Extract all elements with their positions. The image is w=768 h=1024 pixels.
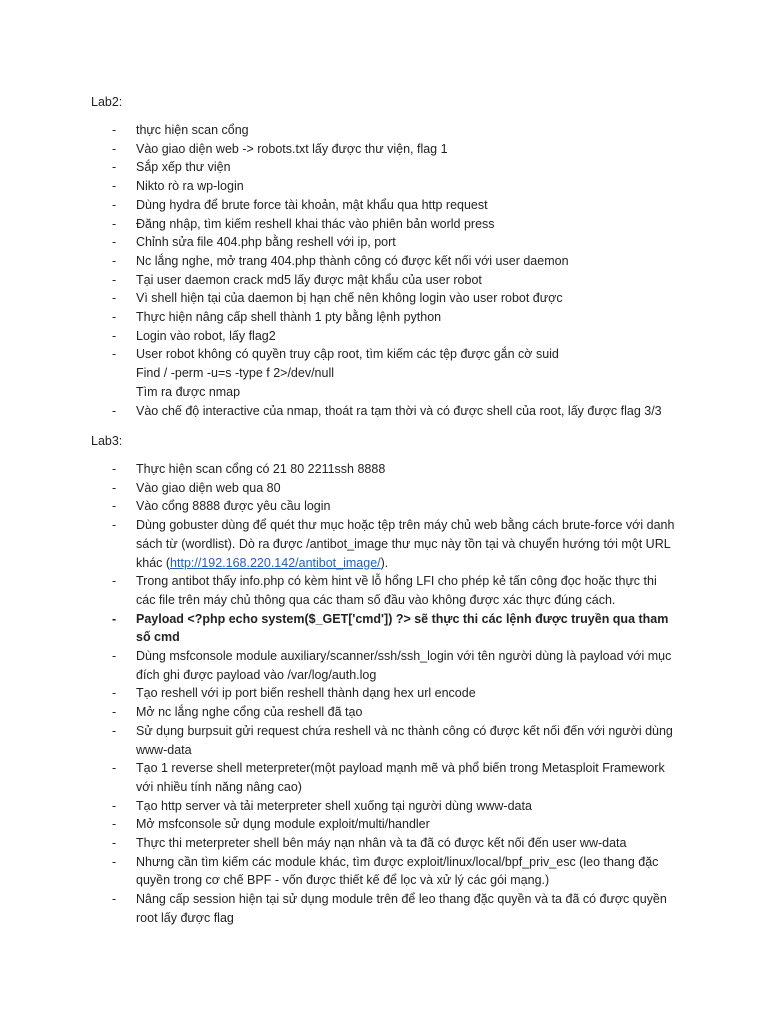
lab3-step (0, 890, 768, 927)
lab3-step (0, 815, 768, 834)
bullet-dash: - (112, 160, 117, 175)
lab3-step-text: Vào cổng 8888 được yêu cầu login (136, 499, 331, 514)
bullet-dash: - (112, 291, 117, 306)
link-suffix-text: ). (380, 555, 389, 570)
lab3-step (0, 722, 768, 759)
bullet-dash: - (112, 611, 117, 626)
lab3-step (0, 834, 768, 853)
antibot-image-link[interactable]: http://192.168.220.142/antibot_image/ (170, 555, 381, 570)
lab2-step-text: Đăng nhập, tìm kiếm reshell khai thác vào phiên bản world press (136, 216, 495, 231)
lab3-step-text: Sử dụng burpsuit gửi request chứa reshell và nc thành công có được kết nối đến với người dùng www-data (136, 723, 673, 757)
lab2-step-text: Tại user daemon crack md5 lấy được mật khẩu của user robot (136, 272, 482, 287)
lab2-step (0, 121, 768, 140)
lab2-step-text: Nc lắng nghe, mở trang 404.php thành công có được kết nối với user daemon (136, 253, 569, 268)
lab3-step (0, 703, 768, 722)
lab3-step-text: Dùng msfconsole module auxiliary/scanner/ssh/ssh_login với tên người dùng là payload với mục đích ghi được payload vào /var/log/auth.log (136, 649, 672, 682)
lab3-step (0, 684, 768, 703)
lab3-step-payload (0, 610, 768, 647)
find-command-text: Find / -perm -u=s -type f 2>/dev/null (136, 366, 335, 381)
lab2-step-text: Vì shell hiện tại của daemon bị hạn chế nên không login vào user robot được (136, 291, 563, 306)
lab2-step-continuation (0, 364, 768, 383)
bullet-dash: - (112, 310, 117, 325)
bullet-dash: - (112, 854, 117, 869)
lab3-step-text: Vào giao diện web qua 80 (136, 480, 281, 495)
lab3-step-text: Mở msfconsole sử dụng module exploit/multi/handler (136, 817, 430, 832)
lab2-step (0, 140, 768, 159)
bullet-dash: - (112, 197, 117, 212)
lab2-step-text: Nikto rò ra wp-login (136, 179, 244, 194)
lab2-step-text: Vào chế độ interactive của nmap, thoát ra tạm thời và có được shell của root, lấy được flag 3/3 (136, 403, 662, 418)
bullet-dash: - (112, 179, 117, 194)
lab3-step (0, 460, 768, 479)
lab2-step-text: User robot không có quyền truy cập root, tìm kiếm các tệp được gắn cờ suid (136, 347, 559, 362)
bullet-dash: - (112, 892, 117, 907)
bullet-dash: - (112, 817, 117, 832)
lab3-step (0, 572, 768, 609)
lab3-step-list (0, 460, 768, 928)
bullet-dash: - (112, 123, 117, 137)
lab3-step (0, 759, 768, 796)
bullet-dash: - (112, 235, 117, 250)
lab3-step-text: Nâng cấp session hiện tại sử dụng module trên để leo thang đặc quyền và ta đã có được quyền root lấy được flag (136, 892, 667, 925)
bullet-dash: - (112, 499, 117, 514)
bullet-dash: - (112, 347, 117, 362)
lab2-step-text: Login vào robot, lấy flag2 (136, 328, 276, 343)
lab2-step-text: thực hiện scan cổng (136, 123, 249, 137)
bullet-dash: - (112, 761, 117, 776)
lab2-step (0, 196, 768, 215)
lab3-step (0, 647, 768, 684)
lab2-step-text: Vào giao diện web -> robots.txt lấy được thư viện, flag 1 (136, 141, 448, 156)
lab2-step (0, 233, 768, 252)
lab2-step-list (0, 121, 768, 420)
lab2-step (0, 177, 768, 196)
bullet-dash: - (112, 480, 117, 495)
lab3-step (0, 479, 768, 498)
lab3-step (0, 853, 768, 890)
bullet-dash: - (112, 798, 117, 813)
bullet-dash: - (112, 649, 117, 664)
bullet-dash: - (112, 253, 117, 268)
lab3-step (0, 797, 768, 816)
lab2-step-continuation (0, 383, 768, 402)
bullet-dash: - (112, 686, 117, 701)
lab2-step-text: Dùng hydra để brute force tài khoản, mật khẩu qua http request (136, 197, 488, 212)
lab2-step-text: Sắp xếp thư viện (136, 160, 231, 175)
lab3-step-text: Tạo reshell với ip port biến reshell thành dạng hex url encode (136, 686, 476, 701)
lab3-step-text: Trong antibot thấy info.php có kèm hint về lỗ hổng LFI cho phép kẻ tấn công đọc hoặc thực thi các file trên máy chủ thông qua các tham số đầu vào không được xác thực đúng cách. (136, 574, 657, 607)
lab3-step-text: Tạo http server và tải meterpreter shell xuống tại người dùng www-data (136, 798, 532, 813)
bullet-dash: - (112, 462, 117, 476)
bullet-dash: - (112, 723, 117, 738)
lab2-step (0, 289, 768, 308)
nmap-found-text: Tìm ra được nmap (136, 384, 241, 399)
bullet-dash: - (112, 328, 117, 343)
lab2-heading: Lab2: (91, 95, 123, 109)
lab3-step (0, 497, 768, 516)
lab2-step (0, 158, 768, 177)
lab2-step (0, 271, 768, 290)
lab2-step-text: Thực hiện nâng cấp shell thành 1 pty bằng lệnh python (136, 310, 442, 325)
bullet-dash: - (112, 141, 117, 156)
lab2-step (0, 215, 768, 234)
lab2-step (0, 308, 768, 327)
lab2-step (0, 252, 768, 271)
bullet-dash: - (112, 403, 117, 418)
lab3-step-text: Thực thi meterpreter shell bên máy nạn nhân và ta đã có được kết nối đến user ww-data (136, 836, 627, 851)
bullet-dash: - (112, 272, 117, 287)
lab3-step-text: Payload <?php echo system($_GET['cmd']) ?> sẽ thực thi các lệnh được truyền qua tham số cmd (136, 611, 669, 645)
bullet-dash: - (112, 574, 117, 589)
bullet-dash: - (112, 518, 117, 533)
lab2-step-text: Chỉnh sửa file 404.php bằng reshell với ip, port (136, 235, 396, 250)
lab3-step-text: Thực hiện scan cổng có 21 80 2211ssh 8888 (136, 462, 386, 476)
lab3-heading: Lab3: (91, 434, 123, 448)
bullet-dash: - (112, 836, 117, 851)
lab2-step (0, 327, 768, 346)
bullet-dash: - (112, 216, 117, 231)
lab3-step-text: Nhưng cần tìm kiếm các module khác, tìm được exploit/linux/local/bpf_priv_esc (leo thang đặc quyền trong cơ chế BPF - vốn được thiết kế để lọc và xử lý các gói mạng.) (136, 854, 659, 888)
lab3-step-text: Mở nc lắng nghe cổng của reshell đã tạo (136, 705, 363, 720)
lab2-step (0, 345, 768, 364)
lab3-step (0, 516, 768, 572)
lab3-step-text: Tạo 1 reverse shell meterpreter(một payload mạnh mẽ và phổ biến trong Metasploit Framework với nhiều tính năng nâng cao) (136, 761, 665, 794)
lab2-step (0, 402, 768, 421)
lab3-step-text: Dùng gobuster dùng để quét thư mục hoặc tệp trên máy chủ web bằng cách brute-force với danh sách từ (wordlist). Dò ra được /antibot_image thư mục này tồn tại và chuyển hướng tới một URL khác ( (136, 518, 675, 570)
bullet-dash: - (112, 705, 117, 720)
